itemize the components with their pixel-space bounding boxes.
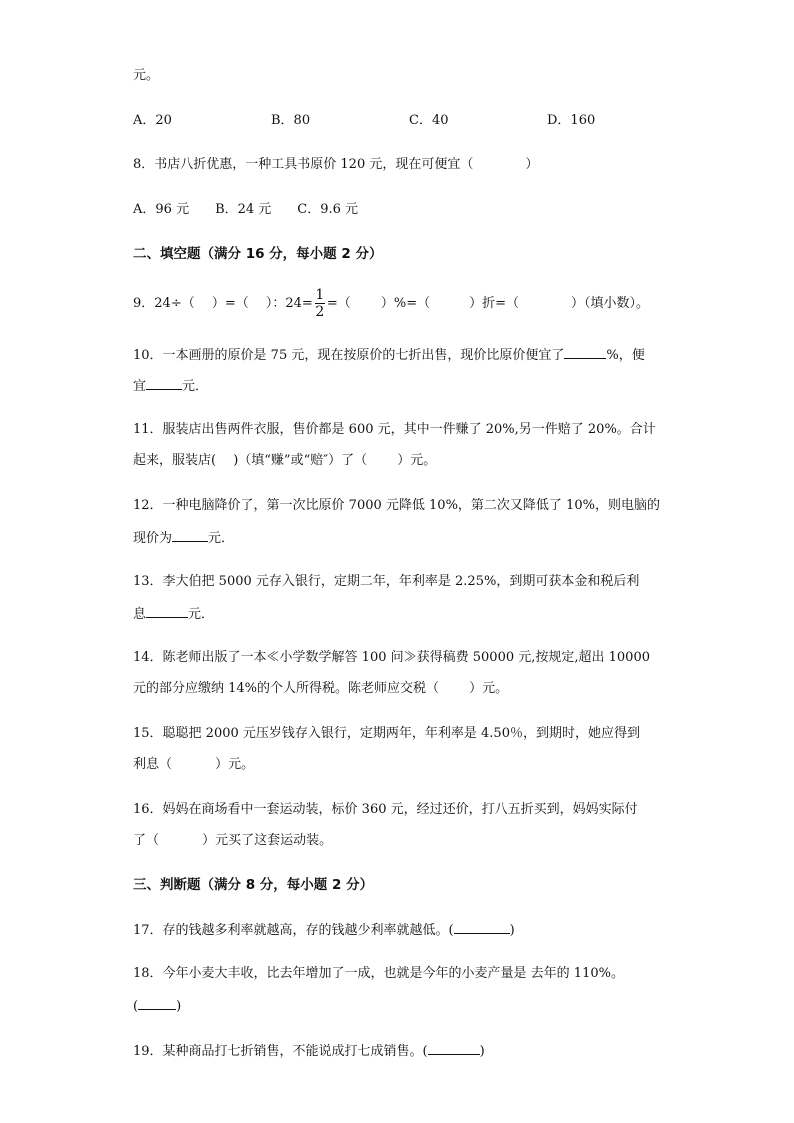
answer-blank[interactable]: [172, 529, 208, 542]
q17-text: 17．存的钱越多利率就越高，存的钱越少利率就越低。(: [133, 923, 454, 938]
q13-line-1: 13．李大伯把 5000 元存入银行，定期二年，年利率是 2.25%，到期可获本金和税后利: [133, 574, 640, 589]
q9-part-b: =（ ）%=（ ）折=（ ）（填小数）。: [326, 296, 649, 311]
section-3-heading: 三、判断题（满分 8 分，每小题 2 分）: [133, 877, 374, 893]
question-8: 8．书店八折优惠，一种工具书原价 120 元，现在可便宜（ ）: [133, 157, 539, 172]
q12-text-b: 现价为: [133, 531, 173, 546]
q12-text-c: 元．: [208, 531, 235, 546]
fraction-numerator: 1: [315, 287, 325, 303]
q14-line-1: 14．陈老师出版了一本≪小学数学解答 100 问≫获得稿费 50000 元,按规定,超出 10000: [133, 650, 650, 665]
q11-line-1: 11．服装店出售两件衣服，售价都是 600 元，其中一件赚了 20%,另一件赔了 20%。合计: [133, 422, 656, 437]
q10-text-c: 宜: [133, 379, 147, 394]
answer-blank[interactable]: [564, 346, 606, 359]
q19-close: ): [479, 1044, 485, 1059]
q19-text: 19．某种商品打七折销售，不能说成打七成销售。(: [133, 1044, 428, 1059]
q12-line-1: 12．一种电脑降价了，第一次比原价 7000 元降低 10%，第二次又降低了 10%，则电脑的: [133, 498, 660, 513]
q18-open: (: [133, 999, 139, 1014]
q18-line-1: 18．今年小麦大丰收，比去年增加了一成，也就是今年的小麦产量是 去年的 110%。: [133, 966, 624, 981]
q7-option-c: C．40: [409, 113, 449, 128]
q15-line-2: 利息（ ）元。: [133, 757, 255, 772]
answer-blank[interactable]: [428, 1042, 480, 1055]
question-17: [133, 921, 515, 939]
answer-blank[interactable]: [138, 997, 176, 1010]
q11-line-2: 起来，服装店( )（填“赚”或“赔″）了（ ）元。: [133, 453, 437, 468]
answer-blank[interactable]: [146, 377, 182, 390]
q17-close: ): [509, 923, 515, 938]
question-9: [133, 288, 649, 319]
fraction-denominator: 2: [315, 304, 325, 320]
q18-close: ): [176, 999, 182, 1014]
q9-part-a: 9．24÷（ ）=（ ）：24=: [133, 296, 313, 311]
q10-text-d: 元．: [182, 379, 209, 394]
q14-line-2: 元的部分应缴纳 14%的个人所得税。陈老师应交税（ ）元。: [133, 681, 509, 696]
q13-text-c: 元．: [188, 607, 215, 622]
section-2-heading: 二、填空题（满分 16 分，每小题 2 分）: [133, 246, 383, 262]
q13-text-b: 息: [133, 607, 147, 622]
q16-line-2: 了（ ）元买了这套运动装。: [133, 833, 333, 848]
q10-text-a: 10．一本画册的原价是 75 元，现在按原价的七折出售，现价比原价便宜了: [133, 348, 565, 363]
question-8-options: A．96 元 B．24 元 C．9.6 元: [133, 202, 359, 217]
fraction-one-half: [315, 288, 325, 319]
q16-line-1: 16．妈妈在商场看中一套运动装，标价 360 元，经过还价，打八五折买到，妈妈实际付: [133, 802, 638, 817]
q10-text-b: %，便: [606, 348, 645, 363]
answer-blank[interactable]: [146, 605, 188, 618]
q15-line-1: 15．聪聪把 2000 元压岁钱存入银行，定期两年，年利率是 4.50％，到期时，她应得到: [133, 726, 640, 741]
q7-option-d: D．160: [547, 113, 596, 128]
question-19: [133, 1042, 485, 1060]
q7-continuation: 元。: [133, 68, 160, 83]
answer-blank[interactable]: [454, 921, 510, 934]
q7-option-a: A．20: [133, 113, 172, 128]
q7-option-b: B．80: [271, 113, 311, 128]
